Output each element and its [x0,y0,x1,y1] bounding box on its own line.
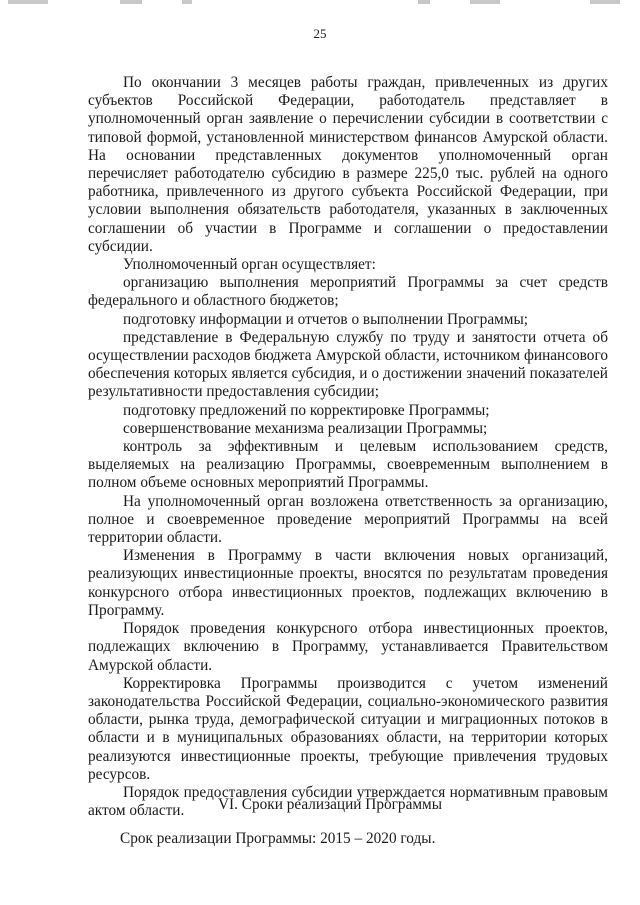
paragraph-duty-adjustments: подготовку предложений по корректировке Программы; [123,401,490,419]
paragraph-duty-federal-report: представление в Федеральную службу по труду и занятости отчета об осуществлении расходов бюджета Амурской области, источником финансового обеспечения которых является субсидия, и о достижении значений показателей результативности предоставления субсидии; [88,328,608,401]
paragraph-duty-organization: организацию выполнения мероприятий Программы за счет средств федерального и областного бюджетов; [88,274,608,310]
paragraph-duty-control: контроль за эффективным и целевым использованием средств, выделяемых на реализацию Программы, своевременным выполнением в полном объеме основных мероприятий Программы. [88,438,608,492]
paragraph-program-changes: Изменения в Программу в части включения новых организаций, реализующих инвестиционные проекты, вносятся по результатам проведения конкурсного отбора инвестиционных проектов, подлежащих включению в Программу. [88,547,608,619]
paragraph-subsidy-transfer: По окончании 3 месяцев работы граждан, привлеченных из других субъектов Российской Федерации, работодатель представляет в уполномоченный орган заявление о перечислении субсидии в соответствии с типовой формой, установленной министерством финансов Амурской области. На основании представленных документов уполномоченный орган перечисляет работодателю субсидию в размере 225,0 тыс. рублей на одного работника, привлеченного из другого субъекта Российской Федерации, при условии выполнения обязательств работодателя, указанных в заключенных соглашении об участии в Программе и соглашении о предоставлении субсидии. [88,74,608,255]
paragraph-program-correction: Корректировка Программы производится с учетом изменений законодательства Российской Федерации, социально-экономического развития области, рынка труда, демографической ситуации и миграционных потоков в области и в муниципальных образованиях области, на территории которых реализуются инвестиционные проекты, требующие привлечения трудовых ресурсов. [88,674,608,783]
page-number: 25 [313,26,327,41]
paragraph-duty-improvement: совершенствование механизма реализации Программы; [123,419,488,437]
paragraph-duty-reports: подготовку информации и отчетов о выполнении Программы; [123,310,529,328]
paragraph-subsidy-procedure: Порядок предоставления субсидии утверждается нормативным правовым актом области. [88,783,608,820]
paragraph-authority-duties-intro: Уполномоченный орган осуществляет: [123,256,376,274]
paragraph-selection-procedure: Порядок проведения конкурсного отбора инвестиционных проектов, подлежащих включению в Программу, устанавливается Правительством Амурской области. [88,620,608,674]
document-body [88,74,608,820]
paragraph-responsibility: На уполномоченный орган возложена ответственность за организацию, полное и своевременное проведение мероприятий Программы на всей территории области. [88,492,608,547]
program-term-text: Срок реализации Программы: 2015 – 2020 годы. [120,830,436,847]
section-heading: VI. Сроки реализации Программы [217,796,442,813]
